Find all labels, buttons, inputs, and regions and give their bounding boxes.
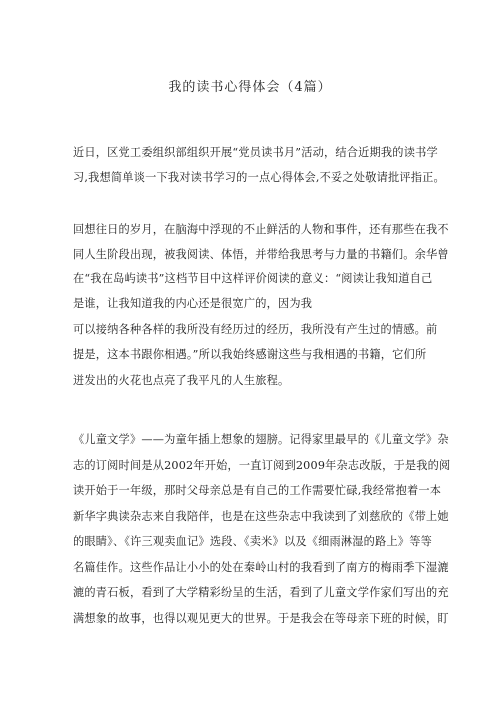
paragraph-3-line-2: 志的订阅时间是从2002年开始，一直订阅到2009年杂志改版，于是我的阅 <box>73 459 451 472</box>
document-title: 我的读书心得体会（4篇） <box>168 80 332 95</box>
paragraph-2-line-6: 提是，这本书跟你相遇。”所以我始终感谢这些与我相遇的书籍，它们所 <box>73 348 427 361</box>
paragraph-2-line-7: 迸发出的火花也点亮了我平凡的人生旅程。 <box>73 374 290 387</box>
paragraph-3-line-6: 名篇佳作。这些作品让小小的处在秦岭山村的我看到了南方的梅雨季下湿漉 <box>73 561 449 574</box>
paragraph-2-line-1: 回想往日的岁月，在脑海中浮现的不止鲜活的人物和事件，还有那些在我不 <box>73 223 449 236</box>
paragraph-3-line-1: 《儿童文学》——为童年插上想象的翅膀。记得家里最早的《儿童文学》杂 <box>73 433 449 446</box>
paragraph-3-line-7: 漉的青石板，看到了大学精彩纷呈的生活，看到了儿童文学作家们写出的充 <box>73 586 449 599</box>
paragraph-2-line-4: 是谁，让我知道我的内心还是很宽广的，因为我 <box>73 297 313 310</box>
paragraph-2-line-2: 同人生阶段出现，被我阅读、体悟，并带给我思考与力量的书籍们。余华曾 <box>73 248 449 261</box>
paragraph-3-line-4: 新华字典读杂志来自我陪伴，也是在这些杂志中我读到了刘慈欣的《带上她 <box>73 510 449 523</box>
paragraph-3-line-5: 的眼睛》、《许三观卖血记》选段、《卖米》以及《细雨淋湿的路上》等等 <box>73 535 432 548</box>
paragraph-1-line-2: 习,我想简单谈一下我对读书学习的一点心得体会,不妥之处敬请批评指正。 <box>73 171 445 184</box>
paragraph-2-line-3: 在“我在岛屿读书”这档节目中这样评价阅读的意义：“阅读让我知道自己 <box>73 272 433 285</box>
paragraph-2-line-5: 可以接纳各种各样的我所没有经历过的经历，我所没有产生过的情感。前 <box>73 323 438 336</box>
paragraph-3-line-3: 读开始于一年级，那时父母亲总是有自己的工作需要忙碌,我经常抱着一本 <box>73 484 442 497</box>
paragraph-3-line-8: 满想象的故事，也得以观见更大的世界。于是我会在等母亲下班的时候，盯 <box>73 612 449 625</box>
paragraph-1-line-1: 近日，区党工委组织部组织开展“党员读书月”活动，结合近期我的读书学 <box>73 146 438 159</box>
